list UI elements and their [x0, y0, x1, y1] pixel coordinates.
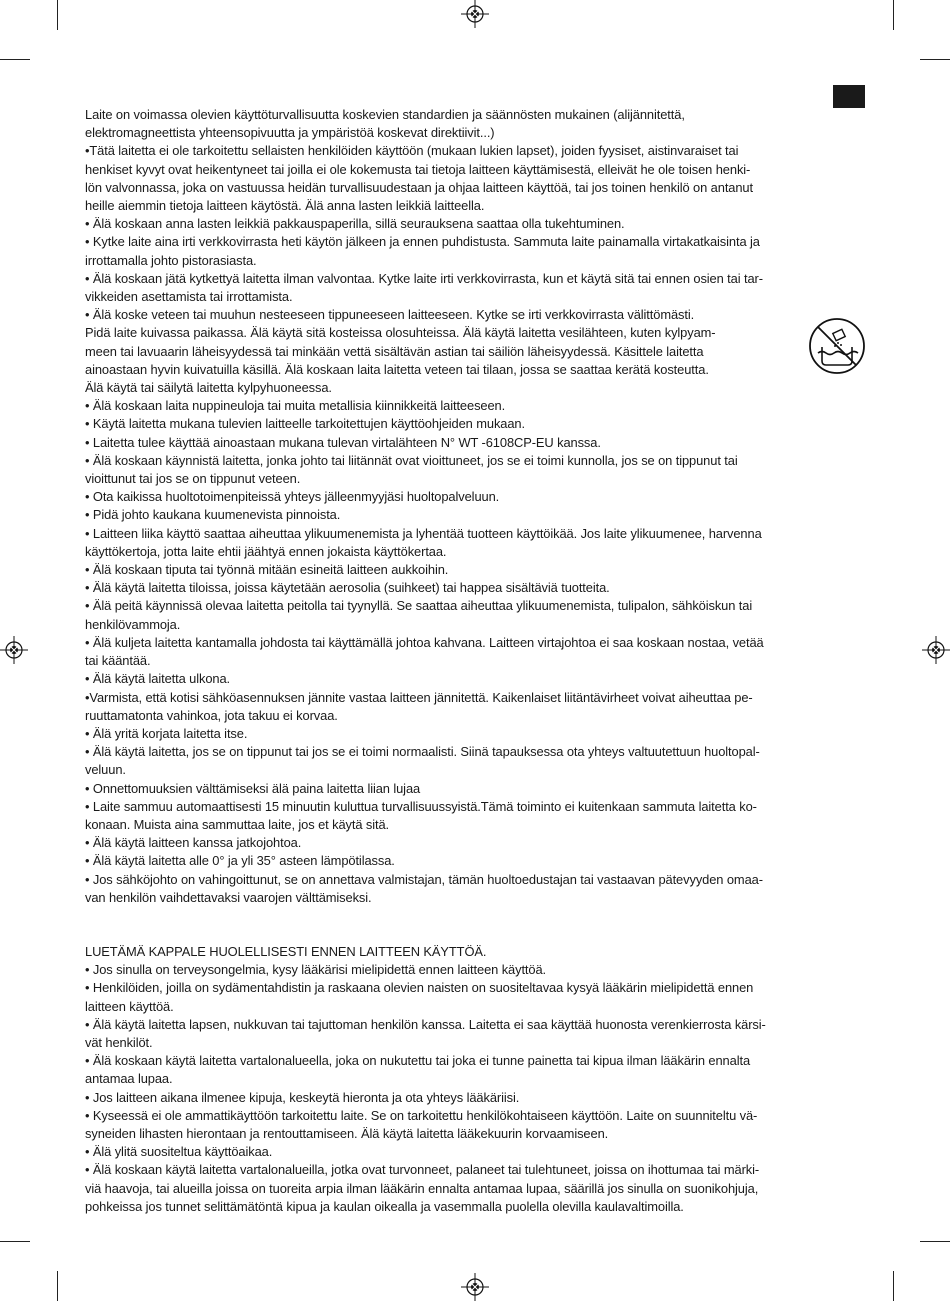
health-item: • Älä koskaan käytä laitetta vartalonalueella, joka on nukutettu tai joka ei tunne painetta tai kipua ilman lääkärin ennalta antamaa lupaa. [85, 1053, 751, 1087]
safety-item: • Jos sähköjohto on vahingoittunut, se on annettava valmistajan, tämän huoltoedustajan tai vastaavan pätevyyden omaa- van henkilön vaihdettavaksi vaarojen välttämiseksi. [85, 871, 763, 905]
safety-item: • Älä käytä laitetta, jos se on tippunut tai jos se ei toimi normaalisti. Siinä tapauksessa ota yhteys valtuutettuun huoltopal- veluun. [85, 744, 760, 778]
safety-item: • Älä käytä laitetta alle 0° ja yli 35° asteen lämpötilassa. [85, 853, 395, 869]
safety-item: • Älä käytä laitetta ulkona. [85, 671, 231, 687]
safety-item: • Älä yritä korjata laitetta itse. [85, 725, 248, 741]
health-item: • Älä ylitä suositeltua käyttöaikaa. [85, 1144, 273, 1160]
health-item: • Jos laitteen aikana ilmenee kipuja, keskeytä hieronta ja ota yhteys lääkäriisi. [85, 1089, 520, 1105]
safety-item: • Älä käytä laitetta tiloissa, joissa käytetään aerosolia (suihkeet) tai happea sisältäviä tuotteita. [85, 580, 610, 596]
safety-item: • Laitteen liika käyttö saattaa aiheuttaa ylikuumenemista ja lyhentää tuotteen käyttöikää. Jos laite ylikuumenee, harvenna käyttökertoja, jotta laite ehtii jäähtyä ennen jokaista käyttökertaa. [85, 525, 762, 559]
crop-mark-left-bottom [0, 1241, 30, 1242]
registration-mark-icon [461, 0, 489, 28]
health-item: • Älä käytä laitetta lapsen, nukkuvan tai tajuttoman henkilön kanssa. Laitetta ei saa käyttää huonosta verenkierrosta kärsi- vät henkilöt. [85, 1016, 766, 1050]
intro-paragraph: Laite on voimassa olevien käyttöturvallisuutta koskevien standardien ja säännösten mukainen (alijännitettä, elektromagneettista yhteensopivuutta ja ympäristöä koskevat direktiivit...) [85, 107, 685, 141]
section-heading: LUETÄMÄ KAPPALE HUOLELLISESTI ENNEN LAITTEEN KÄYTTÖÄ. [85, 943, 487, 959]
registration-mark-icon [922, 636, 950, 664]
crop-mark-right-top [920, 59, 950, 60]
health-item: • Henkilöiden, joilla on sydämentahdistin ja raskaana olevien naisten on suositeltavaa kysyä lääkärin mielipidettä ennen laitteen käyttöä. [85, 980, 754, 1014]
safety-item: • Käytä laitetta mukana tulevien laitteelle tarkoitettujen käyttöohjeiden mukaan. [85, 416, 525, 432]
crop-mark-left-top [0, 59, 30, 60]
safety-item: • Älä koskaan anna lasten leikkiä pakkauspaperilla, sillä seurauksena saattaa olla tukehtuminen. [85, 216, 625, 232]
safety-item: • Älä koskaan tiputa tai työnnä mitään esineitä laitteen aukkoihin. [85, 562, 449, 578]
safety-item: •Varmista, että kotisi sähköasennuksen jännite vastaa laitteen jännitettä. Kaikenlaiset liitäntävirheet voivat aiheuttaa pe- ruuttamatonta vahinkoa, jota takuu ei korvaa. [85, 689, 753, 723]
safety-item: • Älä koskaan laita nuppineuloja tai muita metallisia kiinnikkeitä laitteeseen. [85, 398, 506, 414]
health-item: • Älä koskaan käytä laitetta vartalonalueilla, jotka ovat turvonneet, palaneet tai tulehtuneet, joissa on ihottumaa tai märki- viä haavoja, tai alueilla joissa on tuoreita arpia ilman lääkärin ennalta antamaa lupaa, säärillä jos sinulla on suonikohjuja, pohkeissa jos tunnet selittämätöntä kipua ja kaulan oikealla ja vasemmalla puolella olevilla kaulavaltimoilla. [85, 1162, 760, 1214]
crop-mark-top-right [893, 0, 894, 30]
safety-item: • Onnettomuuksien välttämiseksi älä paina laitetta liian lujaa [85, 780, 421, 796]
crop-mark-bottom-right [893, 1271, 894, 1301]
registration-mark-icon [0, 636, 28, 664]
registration-mark-icon [461, 1273, 489, 1301]
language-tab-marker [833, 85, 865, 108]
safety-item: • Älä koske veteen tai muuhun nesteeseen tippuneeseen laitteeseen. Kytke se irti verkkovirrasta välittömästi. Pidä laite kuivassa paikassa. Älä käytä sitä kosteissa olosuhteissa. Älä käytä laitetta vesilähteen, kuten kylpyam- meen tai lavuaarin läheisyydessä tai minkään vettä sisältävän astian tai säiliön läheisyydessä. Käsittele laitetta ainoastaan hyvin kuivatuilla käsillä. Älä koskaan laita laitetta veteen tai tilaan, jossa se saattaa kerätä kosteutta. Älä käytä tai säilytä laitetta kylpyhuoneessa. [85, 307, 716, 396]
safety-item: • Laitetta tulee käyttää ainoastaan mukana tulevan virtalähteen N° WT -6108CP-EU kanssa. [85, 434, 601, 450]
health-item: • Kyseessä ei ole ammattikäyttöön tarkoitettu laite. Se on tarkoitettu henkilökohtaiseen käyttöön. Laite on suunniteltu vä- syneiden lihasten hierontaan ja rentouttamiseen. Älä käytä laitetta lääkekuurin korvaamiseen. [85, 1107, 758, 1141]
safety-item: •Tätä laitetta ei ole tarkoitettu sellaisten henkilöiden käyttöön (mukaan lukien lapset), joiden fyysiset, aistinvaraiset tai henkiset kyvyt ovat heikentyneet tai joilla ei ole kokemusta tai tietoja laitteen käyttämisestä, elleivät he ole toisen henki- lön valvonnassa, joka on vastuussa heidän turvallisuudestaan ja ohjaa laitteen käyttöä, tai jos toinen henkilö on antanut heille aiemmin tietoja laitteen käytöstä. Älä anna lasten leikkiä laitteella. [85, 143, 753, 214]
safety-item: • Älä kuljeta laitetta kantamalla johdosta tai käyttämällä johtoa kahvana. Laitteen virtajohtoa ei saa koskaan nostaa, vetää tai kääntää. [85, 634, 764, 669]
safety-item: • Pidä johto kaukana kuumenevista pinnoista. [85, 507, 341, 523]
safety-item: • Kytke laite aina irti verkkovirrasta heti käytön jälkeen ja ennen puhdistusta. Sammuta laite painamalla virtakatkaisinta ja irrottamalla johto pistorasiasta. [85, 234, 760, 268]
health-item: • Jos sinulla on terveysongelmia, kysy lääkärisi mielipidettä ennen laitteen käyttöä. [85, 962, 547, 978]
safety-item: • Ota kaikissa huoltotoimenpiteissä yhteys jälleenmyyjäsi huoltopalveluun. [85, 489, 500, 505]
crop-mark-top-left [57, 0, 58, 30]
safety-item: • Älä käytä laitteen kanssa jatkojohtoa. [85, 835, 302, 851]
safety-item: • Älä peitä käynnissä olevaa laitetta peitolla tai tyynyllä. Se saattaa aiheuttaa ylikuumenemista, tulipalon, sähköiskun tai henkilövammoja. [85, 598, 753, 632]
safety-item: • Älä koskaan käynnistä laitetta, jonka johto tai liitännät ovat vioittuneet, jos se ei toimi kunnolla, jos se on tippunut tai vioittunut tai jos se on tippunut veteen. [85, 452, 738, 487]
section-spacer [85, 907, 866, 943]
crop-mark-bottom-left [57, 1271, 58, 1301]
crop-mark-right-bottom [920, 1241, 950, 1242]
safety-item: • Älä koskaan jätä kytkettyä laitetta ilman valvontaa. Kytke laite irti verkkovirrasta, kun et käytä sitä tai ennen osien tai tar- vikkeiden asettamista tai irrottamista. [85, 270, 763, 305]
safety-instructions [85, 106, 866, 1216]
safety-item: • Laite sammuu automaattisesti 15 minuutin kuluttua turvallisuussyistä.Tämä toiminto ei kuitenkaan sammuta laitetta ko- konaan. Muista aina sammuttaa laite, jos et käytä sitä. [85, 798, 757, 832]
